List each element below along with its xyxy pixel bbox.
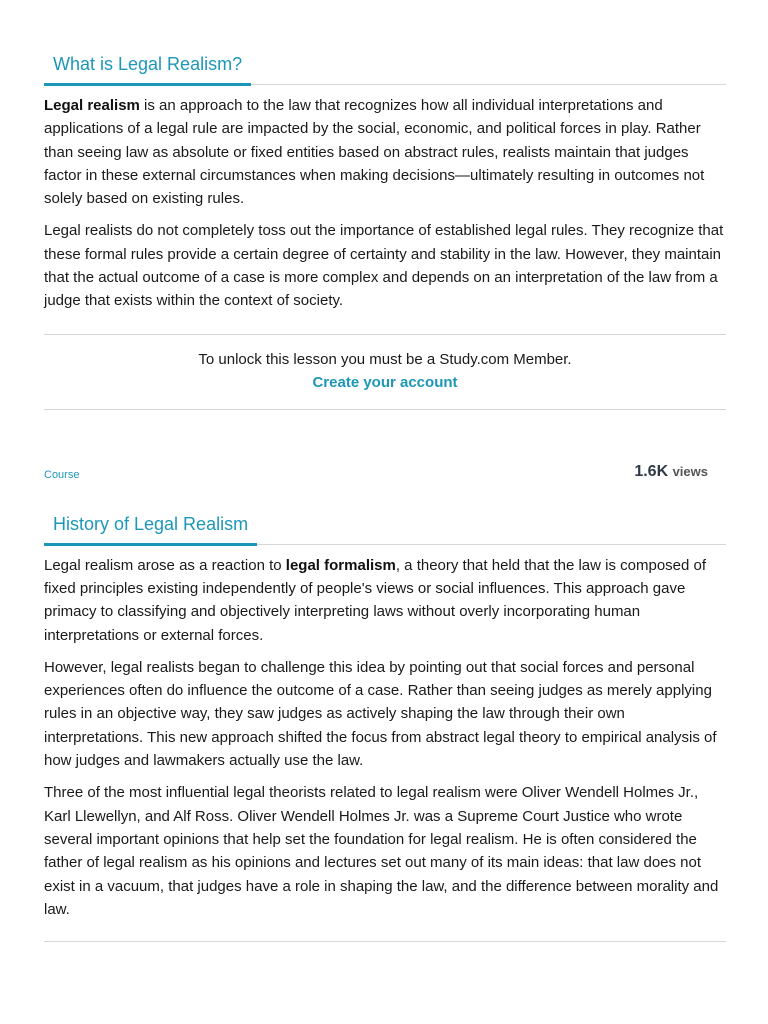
paragraph-theorists: Three of the most influential legal theorists related to legal realism were Oliver Wendell Holmes Jr., Karl Llewellyn, and Alf Ross. Oliver Wendell Holmes Jr. was a Supreme Court Justice who wrote several important opinions that help set the foundation for legal realism. He is often considered the father of legal realism as his opinions and lectures set out many of its main ideas: that law does not exist in a vacuum, that judges have a role in shaping the law, and the difference between morality and law. [44, 784, 719, 918]
view-count-label: views [672, 463, 708, 479]
unlock-box [44, 334, 726, 410]
unlock-message: To unlock this lesson you must be a Study.com Member. [198, 350, 572, 368]
view-count [634, 463, 708, 481]
section-divider [44, 941, 726, 942]
paragraph-definition [44, 94, 726, 210]
paragraph-formalism-text: , a theory that held that the law is composed of fixed principles existing independently of people's views or social influences. This approach gave primacy to classifying and objectively interpreting laws without overly incorporating human interpretations or external forces. [44, 556, 707, 644]
paragraph-formal-rules: Legal realists do not completely toss out the importance of established legal rules. They recognize that these formal rules provide a certain degree of certainty and stability in the law. However, they maintain that the actual outcome of a case is more complex and depends on an interpretation of the law from a judge that exists within the context of society. [44, 222, 724, 310]
section-header-what-is [44, 53, 726, 85]
section-header-history [44, 513, 726, 545]
lesson-content [44, 0, 726, 942]
paragraph-formalism-lead: Legal realism arose as a reaction to [44, 556, 286, 574]
view-count-number: 1.6K [634, 462, 669, 480]
section-title-history: History of Legal Realism [44, 513, 257, 546]
section-title-what-is: What is Legal Realism? [44, 53, 251, 86]
term-legal-formalism: legal formalism [285, 556, 396, 574]
lesson-meta-row [44, 463, 726, 485]
course-link[interactable]: Course [44, 468, 80, 481]
paragraph-definition-text: is an approach to the law that recognizes how all individual interpretations and applications of a legal rule are impacted by the social, economic, and political forces in play. Rather than seeing law as absolute or fixed entities based on abstract rules, realists maintain that judges factor in these external circumstances when making decisions—ultimately resulting in outcomes not solely based on existing rules. [44, 97, 705, 208]
create-account-link[interactable]: Create your account [312, 373, 458, 391]
term-legal-realism: Legal realism [44, 97, 140, 114]
paragraph-challenge: However, legal realists began to challenge this idea by pointing out that social forces and personal experiences often do influence the outcome of a case. Rather than seeing judges as merely applying rules in an objective way, they saw judges as actively shaping the law through their own interpretations. This new approach shifted the focus from abstract legal theory to empirical analysis of how judges and lawmakers actually use the law. [44, 658, 717, 770]
paragraph-formalism [44, 554, 726, 647]
